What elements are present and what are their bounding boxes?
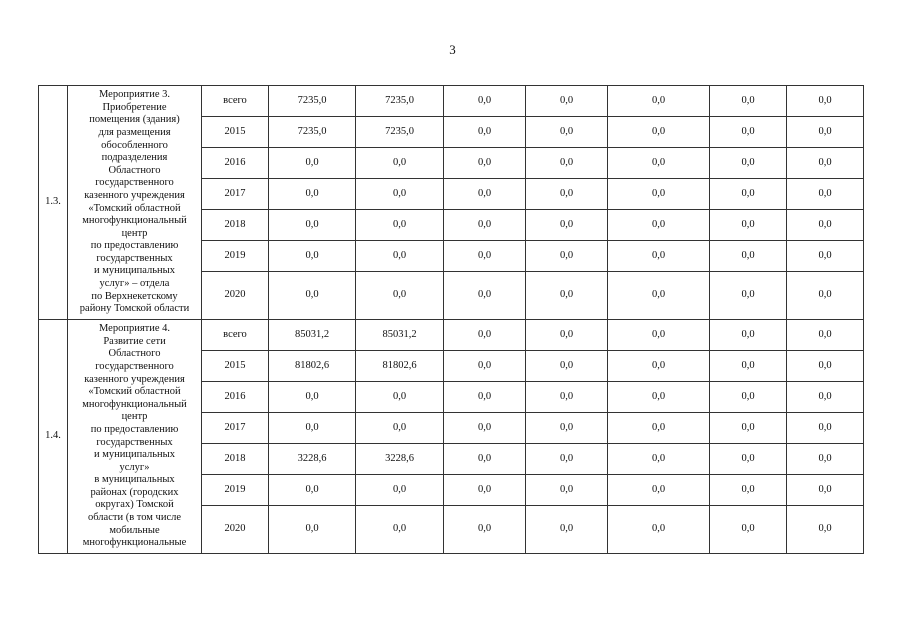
value-cell: 0,0 xyxy=(444,86,526,117)
value-cell: 0,0 xyxy=(787,382,864,413)
section-number: 1.3. xyxy=(39,86,68,320)
value-cell: 0,0 xyxy=(356,148,444,179)
year-cell: всего xyxy=(202,86,269,117)
value-cell: 7235,0 xyxy=(269,117,356,148)
value-cell: 0,0 xyxy=(269,413,356,444)
year-cell: 2020 xyxy=(202,272,269,320)
value-cell: 3228,6 xyxy=(269,444,356,475)
value-cell: 0,0 xyxy=(787,210,864,241)
value-cell: 0,0 xyxy=(356,506,444,554)
value-cell: 0,0 xyxy=(787,351,864,382)
year-cell: 2016 xyxy=(202,148,269,179)
value-cell: 0,0 xyxy=(608,506,710,554)
value-cell: 0,0 xyxy=(710,413,787,444)
value-cell: 0,0 xyxy=(526,444,608,475)
value-cell: 0,0 xyxy=(444,179,526,210)
value-cell: 0,0 xyxy=(526,117,608,148)
value-cell: 85031,2 xyxy=(356,320,444,351)
value-cell: 0,0 xyxy=(787,444,864,475)
year-cell: 2018 xyxy=(202,444,269,475)
value-cell: 0,0 xyxy=(269,148,356,179)
value-cell: 0,0 xyxy=(444,506,526,554)
table-row xyxy=(39,320,864,351)
year-cell: 2018 xyxy=(202,210,269,241)
value-cell: 0,0 xyxy=(787,179,864,210)
value-cell: 0,0 xyxy=(608,117,710,148)
value-cell: 0,0 xyxy=(526,506,608,554)
value-cell: 0,0 xyxy=(526,272,608,320)
value-cell: 7235,0 xyxy=(356,117,444,148)
section-description: Мероприятие 4. Развитие сети Областного государственного казенного учреждения «Томский областной многофункциональный центр по предоставлению государственных и муниципальных услуг» в муниципальных районах (городских округах) Томской области (в том числе мобильные многофункциональные xyxy=(68,320,202,554)
year-cell: 2020 xyxy=(202,506,269,554)
value-cell: 0,0 xyxy=(526,148,608,179)
value-cell: 0,0 xyxy=(444,382,526,413)
value-cell: 0,0 xyxy=(710,272,787,320)
year-cell: 2015 xyxy=(202,351,269,382)
value-cell: 0,0 xyxy=(356,241,444,272)
section-description: Мероприятие 3. Приобретение помещения (здания) для размещения обособленного подразделения Областного государственного казенного учреждения «Томский областной многофункциональный центр по предоставлению государственных и муниципальных услуг» – отдела по Верхнекетскому району Томской области xyxy=(68,86,202,320)
value-cell: 0,0 xyxy=(608,475,710,506)
value-cell: 0,0 xyxy=(787,475,864,506)
value-cell: 0,0 xyxy=(710,210,787,241)
value-cell: 0,0 xyxy=(787,117,864,148)
value-cell: 81802,6 xyxy=(269,351,356,382)
value-cell: 0,0 xyxy=(356,179,444,210)
value-cell: 0,0 xyxy=(269,179,356,210)
value-cell: 85031,2 xyxy=(269,320,356,351)
value-cell: 0,0 xyxy=(787,320,864,351)
year-cell: 2019 xyxy=(202,475,269,506)
value-cell: 0,0 xyxy=(269,241,356,272)
value-cell: 0,0 xyxy=(710,86,787,117)
value-cell: 0,0 xyxy=(444,413,526,444)
value-cell: 0,0 xyxy=(356,210,444,241)
value-cell: 0,0 xyxy=(608,382,710,413)
year-cell: 2016 xyxy=(202,382,269,413)
value-cell: 0,0 xyxy=(444,320,526,351)
value-cell: 0,0 xyxy=(710,320,787,351)
value-cell: 0,0 xyxy=(444,210,526,241)
year-cell: всего xyxy=(202,320,269,351)
value-cell: 0,0 xyxy=(787,506,864,554)
value-cell: 0,0 xyxy=(526,210,608,241)
value-cell: 0,0 xyxy=(710,241,787,272)
value-cell: 0,0 xyxy=(526,475,608,506)
year-cell: 2017 xyxy=(202,179,269,210)
value-cell: 0,0 xyxy=(356,382,444,413)
value-cell: 0,0 xyxy=(787,413,864,444)
year-cell: 2015 xyxy=(202,117,269,148)
value-cell: 0,0 xyxy=(608,86,710,117)
value-cell: 0,0 xyxy=(269,272,356,320)
value-cell: 0,0 xyxy=(710,117,787,148)
value-cell: 0,0 xyxy=(608,351,710,382)
value-cell: 7235,0 xyxy=(269,86,356,117)
value-cell: 0,0 xyxy=(710,475,787,506)
value-cell: 0,0 xyxy=(710,444,787,475)
value-cell: 0,0 xyxy=(608,413,710,444)
page-number: 3 xyxy=(449,42,456,57)
value-cell: 0,0 xyxy=(787,272,864,320)
value-cell: 0,0 xyxy=(444,272,526,320)
value-cell: 0,0 xyxy=(526,241,608,272)
table-row xyxy=(39,86,864,117)
value-cell: 0,0 xyxy=(444,475,526,506)
value-cell: 0,0 xyxy=(608,148,710,179)
value-cell: 0,0 xyxy=(710,382,787,413)
value-cell: 0,0 xyxy=(526,320,608,351)
value-cell: 0,0 xyxy=(710,506,787,554)
value-cell: 0,0 xyxy=(608,179,710,210)
value-cell: 0,0 xyxy=(356,272,444,320)
value-cell: 0,0 xyxy=(444,351,526,382)
budget-table xyxy=(38,85,864,554)
value-cell: 0,0 xyxy=(269,210,356,241)
value-cell: 0,0 xyxy=(269,506,356,554)
value-cell: 0,0 xyxy=(269,475,356,506)
value-cell: 0,0 xyxy=(526,179,608,210)
value-cell: 0,0 xyxy=(608,272,710,320)
value-cell: 0,0 xyxy=(356,475,444,506)
value-cell: 0,0 xyxy=(608,444,710,475)
value-cell: 0,0 xyxy=(608,241,710,272)
value-cell: 0,0 xyxy=(787,86,864,117)
value-cell: 0,0 xyxy=(710,351,787,382)
value-cell: 0,0 xyxy=(526,382,608,413)
value-cell: 0,0 xyxy=(526,86,608,117)
value-cell: 0,0 xyxy=(526,413,608,444)
value-cell: 0,0 xyxy=(444,241,526,272)
value-cell: 0,0 xyxy=(444,148,526,179)
value-cell: 0,0 xyxy=(710,179,787,210)
value-cell: 7235,0 xyxy=(356,86,444,117)
value-cell: 3228,6 xyxy=(356,444,444,475)
value-cell: 0,0 xyxy=(269,382,356,413)
year-cell: 2017 xyxy=(202,413,269,444)
value-cell: 0,0 xyxy=(526,351,608,382)
section-number: 1.4. xyxy=(39,320,68,554)
year-cell: 2019 xyxy=(202,241,269,272)
value-cell: 0,0 xyxy=(710,148,787,179)
value-cell: 0,0 xyxy=(356,413,444,444)
value-cell: 0,0 xyxy=(608,320,710,351)
value-cell: 0,0 xyxy=(444,117,526,148)
value-cell: 0,0 xyxy=(787,241,864,272)
value-cell: 0,0 xyxy=(608,210,710,241)
value-cell: 0,0 xyxy=(444,444,526,475)
value-cell: 0,0 xyxy=(787,148,864,179)
value-cell: 81802,6 xyxy=(356,351,444,382)
table-body xyxy=(39,86,864,554)
